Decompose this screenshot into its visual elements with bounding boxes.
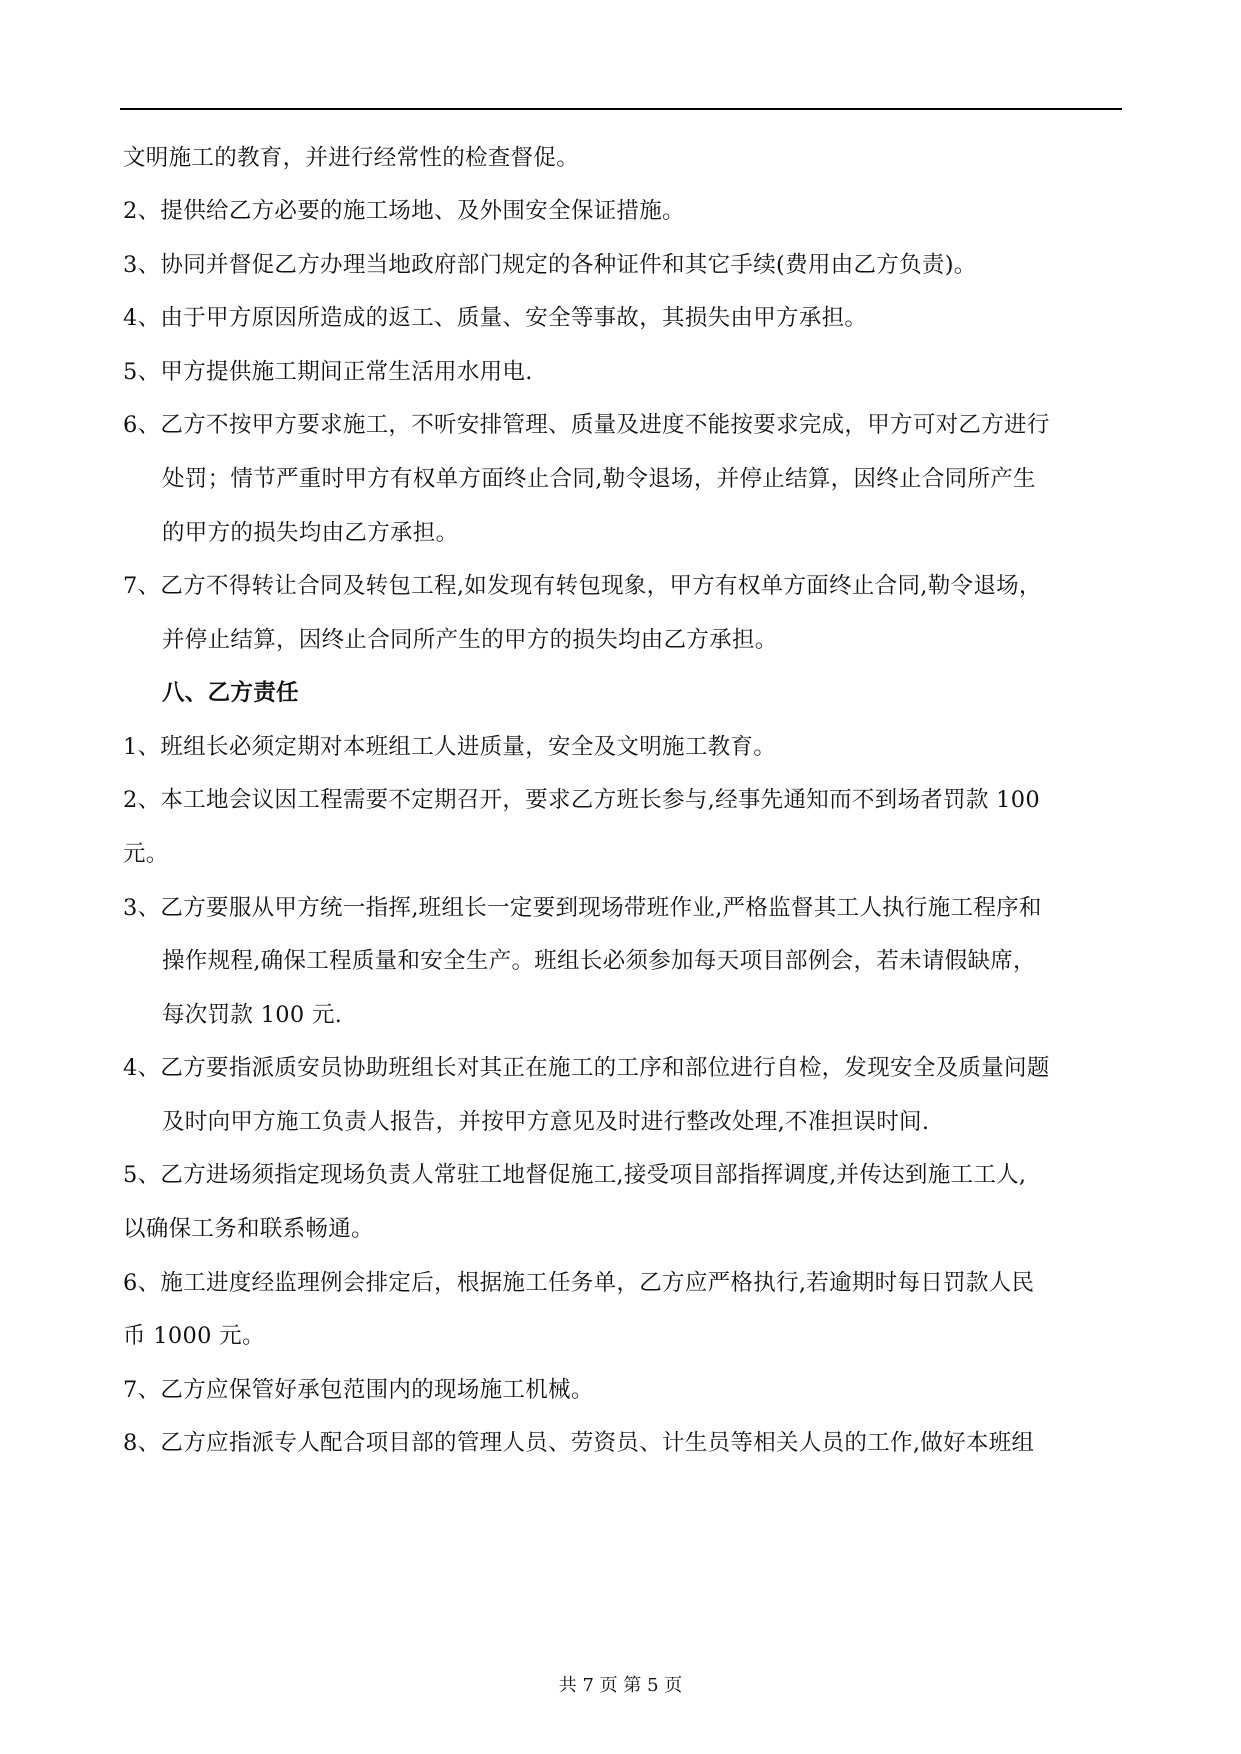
page-footer: 共 7 页 第 5 页 [558,1675,683,1696]
text-line: 1、班组长必须定期对本班组工人进质量，安全及文明施工教育。 [123,734,777,760]
text-line: 2、本工地会议因工程需要不定期召开，要求乙方班长参与,经事先通知而不到场者罚款 100 [123,787,1040,813]
text-line: 2、提供给乙方必要的施工场地、及外围安全保证措施。 [123,198,685,224]
text-line: 5、乙方进场须指定现场负责人常驻工地督促施工,接受项目部指挥调度,并传达到施工工人, [123,1162,1027,1188]
text-line: 文明施工的教育，并进行经常性的检查督促。 [123,145,580,171]
text-line: 并停止结算，因终止合同所产生的甲方的损失均由乙方承担。 [162,627,778,653]
text-line: 6、施工进度经监理例会排定后，根据施工任务单，乙方应严格执行,若逾期时每日罚款人民 [123,1270,1035,1296]
text-line: 币 1000 元。 [123,1323,265,1349]
text-line: 7、乙方不得转让合同及转包工程,如发现有转包现象，甲方有权单方面终止合同,勒令退场， [123,573,1042,599]
header-rule [120,108,1122,110]
text-line: 7、乙方应保管好承包范围内的现场施工机械。 [123,1377,594,1403]
text-line: 以确保工务和联系畅通。 [123,1216,374,1242]
text-line: 8、乙方应指派专人配合项目部的管理人员、劳资员、计生员等相关人员的工作,做好本班组 [123,1430,1035,1456]
text-line: 操作规程,确保工程质量和安全生产。班组长必须参加每天项目部例会，若未请假缺席， [162,948,1036,974]
text-line: 每次罚款 100 元. [162,1002,343,1028]
text-line: 5、甲方提供施工期间正常生活用水用电. [123,359,533,385]
text-line: 3、协同并督促乙方办理当地政府部门规定的各种证件和其它手续(费用由乙方负责)。 [123,252,977,278]
text-line: 6、乙方不按甲方要求施工，不听安排管理、质量及进度不能按要求完成，甲方可对乙方进行 [123,412,1050,438]
text-line: 4、乙方要指派质安员协助班组长对其正在施工的工序和部位进行自检，发现安全及质量问题 [123,1055,1050,1081]
text-line: 3、乙方要服从甲方统一指挥,班组长一定要到现场带班作业,严格监督其工人执行施工程序和 [123,895,1042,921]
text-line: 及时向甲方施工负责人报告，并按甲方意见及时进行整改处理,不准担误时间. [162,1109,930,1135]
section-heading: 八、乙方责任 [162,680,299,706]
text-line: 4、由于甲方原因所造成的返工、质量、安全等事故，其损失由甲方承担。 [123,305,868,331]
text-line: 的甲方的损失均由乙方承担。 [162,520,459,546]
text-line: 处罚；情节严重时甲方有权单方面终止合同,勒令退场，并停止结算，因终止合同所产生 [162,466,1036,492]
text-line: 元。 [123,841,169,867]
